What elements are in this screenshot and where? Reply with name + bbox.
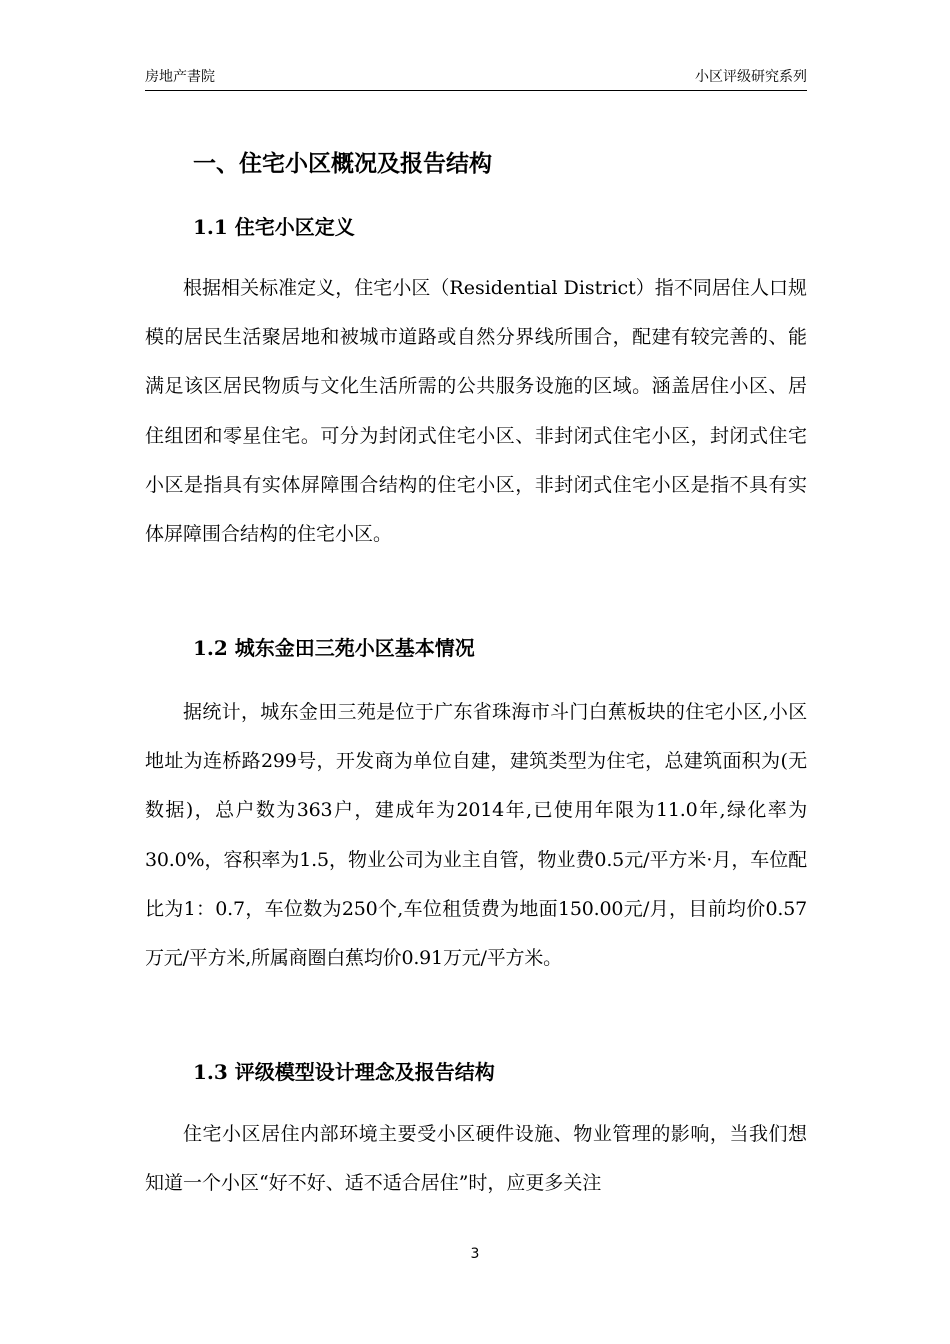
section-title: 一、住宅小区概况及报告结构 bbox=[193, 150, 492, 177]
paragraph-definition: 根据相关标准定义，住宅小区（Residential District）指不同居住人口规模的居民生活聚居地和被城市道路或自然分界线所围合，配建有较完善的、能满足该区居民物质与文化生活所需的公共服务设施的区域。涵盖居住小区、居住组团和零星住宅。可分为封闭式住宅小区、非封闭式住宅小区，封闭式住宅小区是指具有实体屏障围合结构的住宅小区，非封闭式住宅小区是指不具有实体屏障围合结构的住宅小区。 bbox=[145, 277, 807, 546]
subsection-heading-1-2: 1.2 城东金田三苑小区基本情况 bbox=[193, 636, 475, 660]
header-series: 小区评级研究系列 bbox=[695, 69, 807, 85]
subsection-heading-1-1: 1.1 住宅小区定义 bbox=[193, 215, 355, 239]
page-header bbox=[145, 66, 807, 91]
header-publisher: 房地产書院 bbox=[145, 69, 215, 85]
subsection-heading-1-3: 1.3 评级模型设计理念及报告结构 bbox=[193, 1060, 495, 1084]
page-number: 3 bbox=[470, 1246, 480, 1262]
paragraph-model-design: 住宅小区居住内部环境主要受小区硬件设施、物业管理的影响，当我们想知道一个小区“好不好、适不适合居住”时，应更多关注 bbox=[145, 1123, 807, 1195]
paragraph-basic-info: 据统计，城东金田三苑是位于广东省珠海市斗门白蕉板块的住宅小区,小区地址为连桥路299号，开发商为单位自建，建筑类型为住宅，总建筑面积为(无数据)，总户数为363户，建成年为2014年,已使用年限为11.0年,绿化率为30.0%，容积率为1.5，物业公司为业主自管，物业费0.5元/平方米·月，车位配比为1：0.7，车位数为250个,车位租赁费为地面150.00元/月，目前均价0.57万元/平方米,所属商圈白蕉均价0.91万元/平方米。 bbox=[145, 701, 807, 970]
